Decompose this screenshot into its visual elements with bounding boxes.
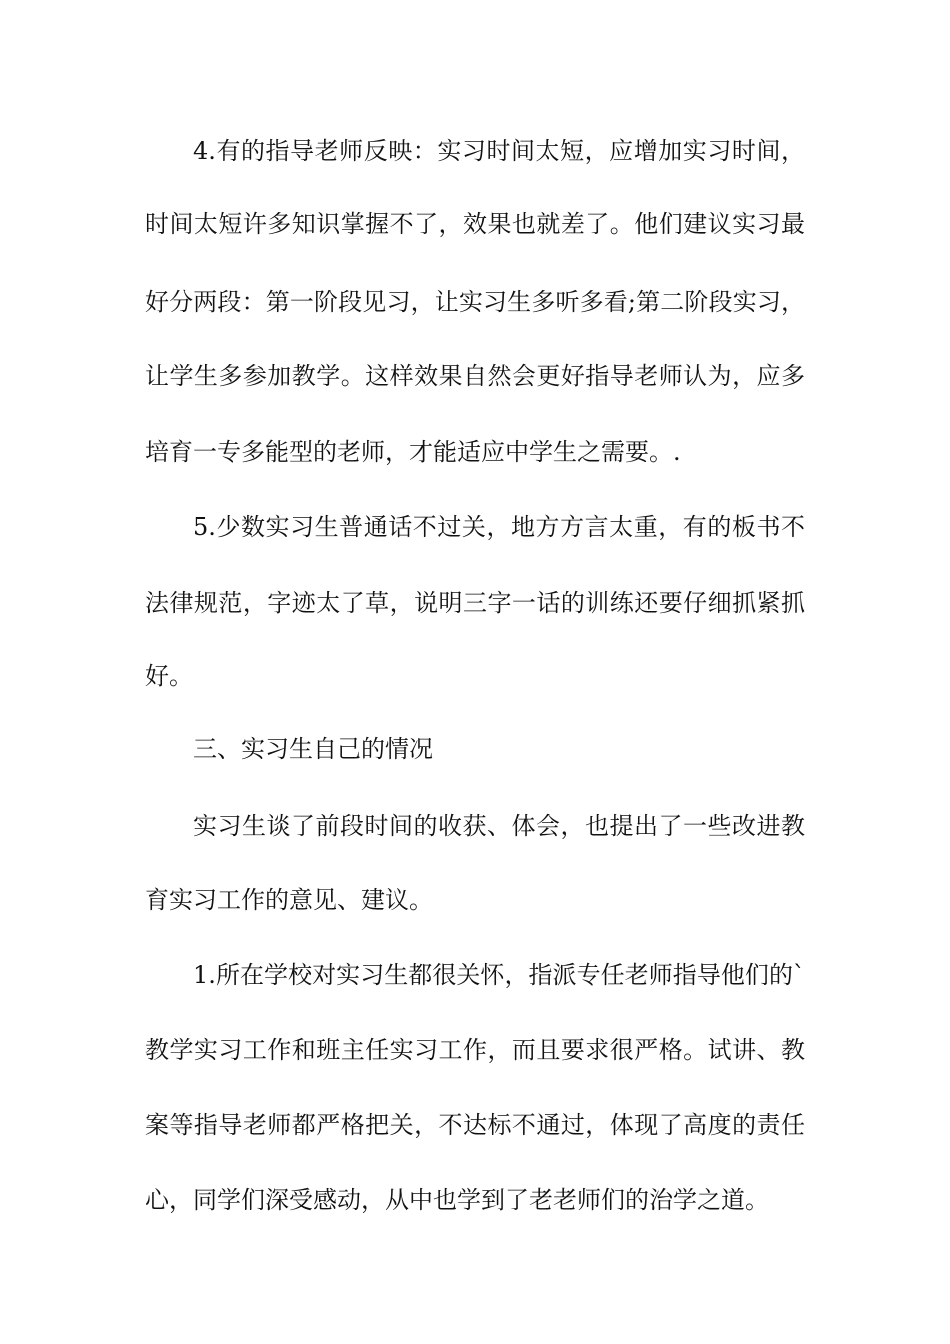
paragraph-4-line-2: 时间太短许多知识掌握不了，效果也就差了。他们建议实习最 (145, 210, 805, 238)
paragraph-4-line-3: 好分两段：第一阶段见习，让实习生多听多看;第二阶段实习， (145, 288, 805, 316)
section-heading: 三、实习生自己的情况 (193, 735, 433, 763)
paragraph-1-line-4: 心，同学们深受感动，从中也学到了老老师们的治学之道。 (145, 1186, 769, 1214)
summary-paragraph-line-2: 育实习工作的意见、建议。 (145, 886, 433, 914)
paragraph-4-line-1: 4.有的指导老师反映：实习时间太短，应增加实习时间， (193, 137, 805, 165)
paragraph-1-line-2: 教学实习工作和班主任实习工作，而且要求很严格。试讲、教 (145, 1036, 805, 1064)
paragraph-4-line-5: 培育一专多能型的老师，才能适应中学生之需要。. (145, 438, 681, 466)
paragraph-1-line-1: 1.所在学校对实习生都很关怀，指派专任老师指导他们的` (193, 961, 805, 989)
paragraph-5-line-2: 法律规范，字迹太了草，说明三字一话的训练还要仔细抓紧抓 (145, 589, 805, 617)
summary-paragraph-line-1: 实习生谈了前段时间的收获、体会，也提出了一些改进教 (193, 812, 805, 840)
paragraph-1-line-3: 案等指导老师都严格把关，不达标不通过，体现了高度的责任 (145, 1111, 805, 1139)
paragraph-5-line-1: 5.少数实习生普通话不过关，地方方言太重，有的板书不 (193, 513, 805, 541)
paragraph-4-line-4: 让学生多参加教学。这样效果自然会更好指导老师认为，应多 (145, 362, 805, 390)
paragraph-5-line-3: 好。 (145, 662, 193, 690)
